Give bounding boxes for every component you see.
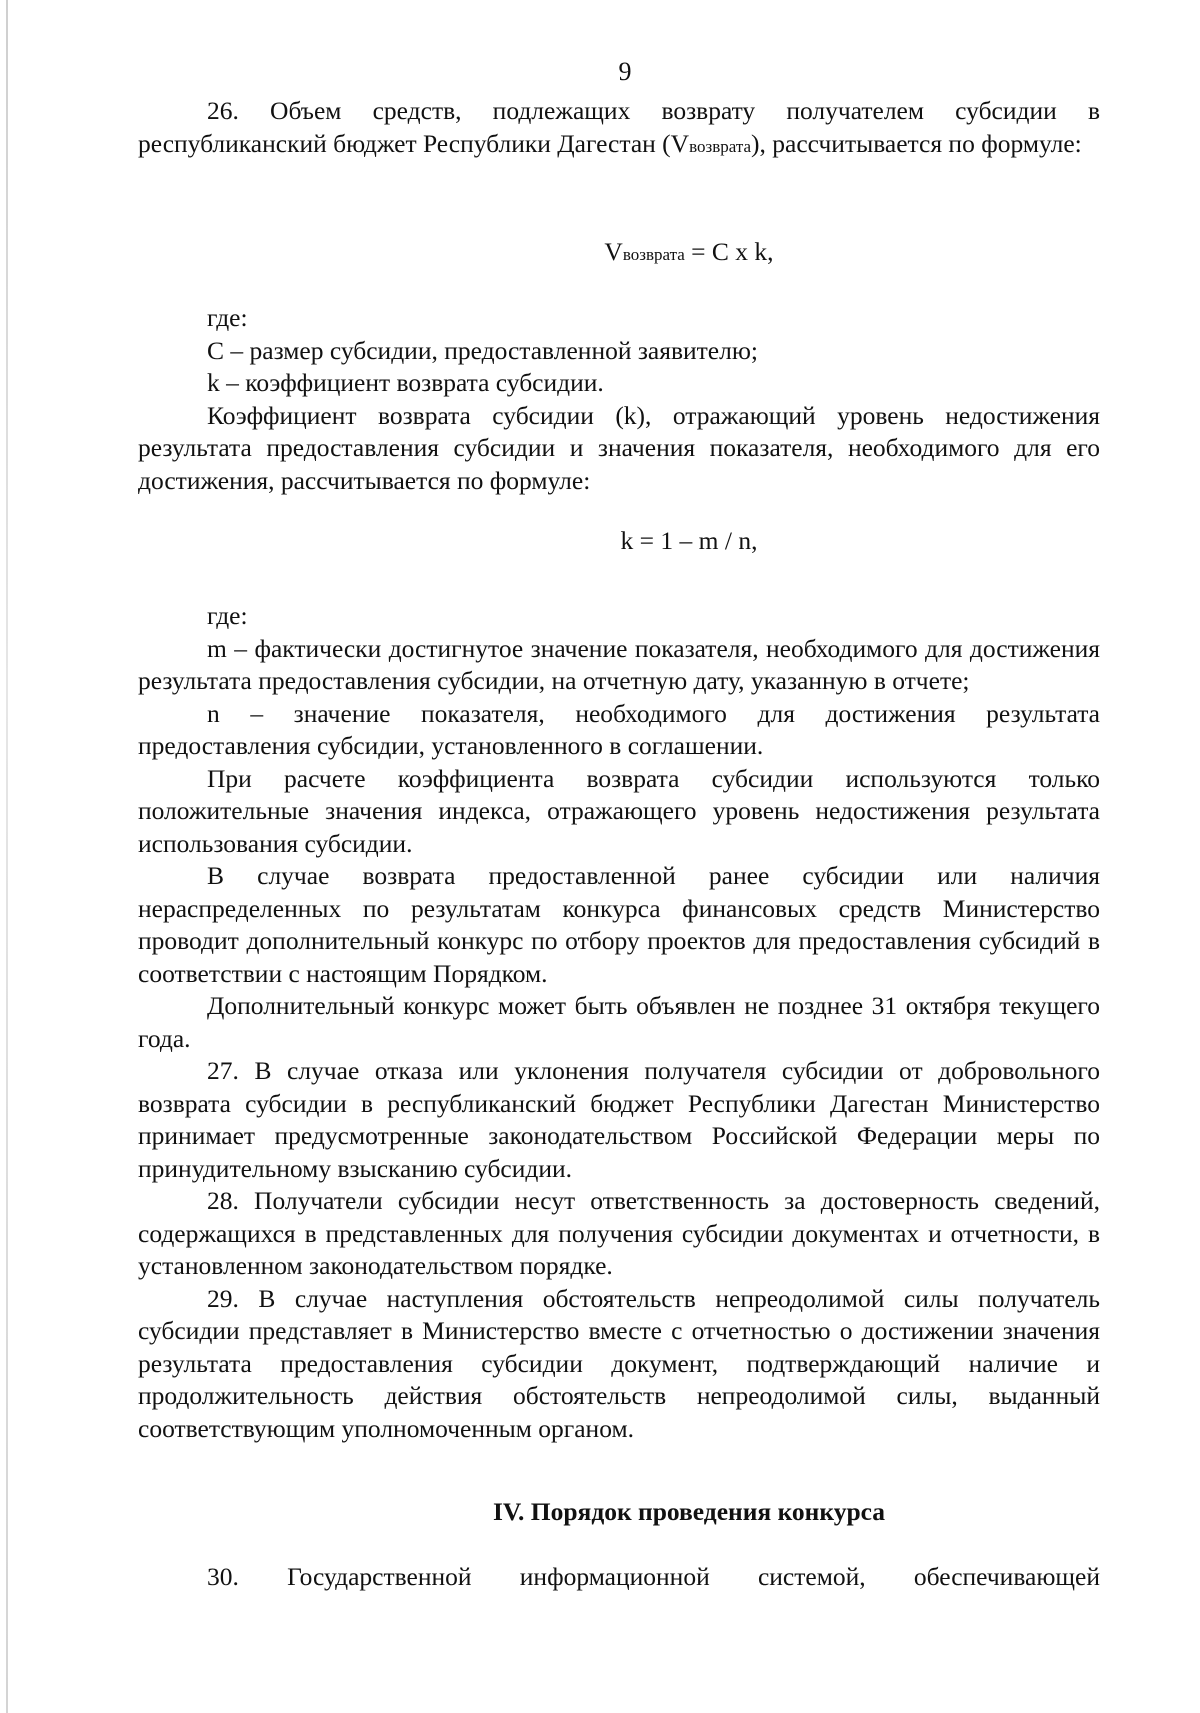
formula-1-lhs: V (604, 237, 623, 266)
formula-1-rhs: = C x k, (684, 237, 774, 266)
definitions-block-1 (138, 302, 1100, 497)
formula-2-block (138, 525, 1100, 558)
formula-2: k = 1 – m / n, (620, 526, 758, 555)
formula-1 (138, 236, 1100, 272)
paragraph-coefficient: Коэффициент возврата субсидии (k), отражающий уровень недостижения результата предоставления субсидии и значения показателя, необходимого для его достижения, рассчитывается по формуле: (138, 400, 1100, 495)
paragraph-26-text-before: 26. Объем средств, подлежащих возврату получателем субсидии в республиканский бюджет Республики Дагестан (V (138, 96, 1100, 158)
formula-1-block (138, 236, 1100, 272)
paragraph-30-block (138, 1561, 1100, 1594)
paragraph-calculation: При расчете коэффициента возврата субсидии используются только положительные значения индекса, отражающего уровень недостижения результата использования субсидии. (138, 763, 1100, 858)
paragraph-28: 28. Получатели субсидии несут ответственность за достоверность сведений, содержащихся в представленных для получения субсидии документах и отчетности, в установленном законодательством порядке. (138, 1186, 1100, 1280)
definition-k: k – коэффициент возврата субсидии. (207, 368, 604, 397)
paragraph-30: 30. Государственной информационной системой, обеспечивающей (207, 1562, 1100, 1591)
paragraph-26 (138, 95, 1100, 163)
where-label-1: где: (207, 303, 248, 332)
page-number: 9 (618, 57, 632, 86)
paragraph-26-text-after: ), рассчитывается по формуле: (751, 128, 1082, 158)
scan-edge-line (6, 0, 8, 1713)
formula-1-subscript: возврата (622, 245, 685, 264)
main-body-block (138, 600, 1100, 1445)
section-heading: IV. Порядок проведения конкурса (492, 1497, 886, 1526)
paragraph-27: 27. В случае отказа или уклонения получателя субсидии от добровольного возврата субсидии в республиканский бюджет Республики Дагестан Министерство принимает предусмотренные законодательством Российской Федерации меры по принудительному взысканию субсидии. (138, 1056, 1100, 1183)
definition-c: С – размер субсидии, предоставленной заявителю; (207, 335, 758, 365)
paragraph-additional-contest: Дополнительный конкурс может быть объявлен не позднее 31 октября текущего года. (138, 991, 1100, 1053)
paragraph-return: В случае возврата предоставленной ранее субсидии или наличия нераспределенных по результатам конкурса финансовых средств Министерство проводит дополнительный конкурс по отбору проектов для предоставления субсидий в соответствии с настоящим Порядком. (138, 861, 1100, 988)
definition-m: m – фактически достигнутое значение показателя, необходимого для достижения результата предоставления субсидии, на отчетную дату, указанную в отчете; (138, 633, 1100, 695)
paragraph-26-block (138, 95, 1100, 163)
paragraph-26-subscript: возврата (689, 136, 752, 156)
paragraph-29: 29. В случае наступления обстоятельств непреодолимой силы получатель субсидии представляет в Министерство вместе с отчетностью о достижении значения результата предоставления субсидии документ, подтверждающий наличие и продолжительность действия обстоятельств непреодолимой силы, выданный соответствующим уполномоченным органом. (138, 1283, 1100, 1443)
definition-n: n – значение показателя, необходимого для достижения результата предоставления субсидии, установленного в соглашении. (138, 698, 1100, 760)
section-heading-block (138, 1496, 1100, 1529)
where-label-2: где: (207, 601, 248, 630)
